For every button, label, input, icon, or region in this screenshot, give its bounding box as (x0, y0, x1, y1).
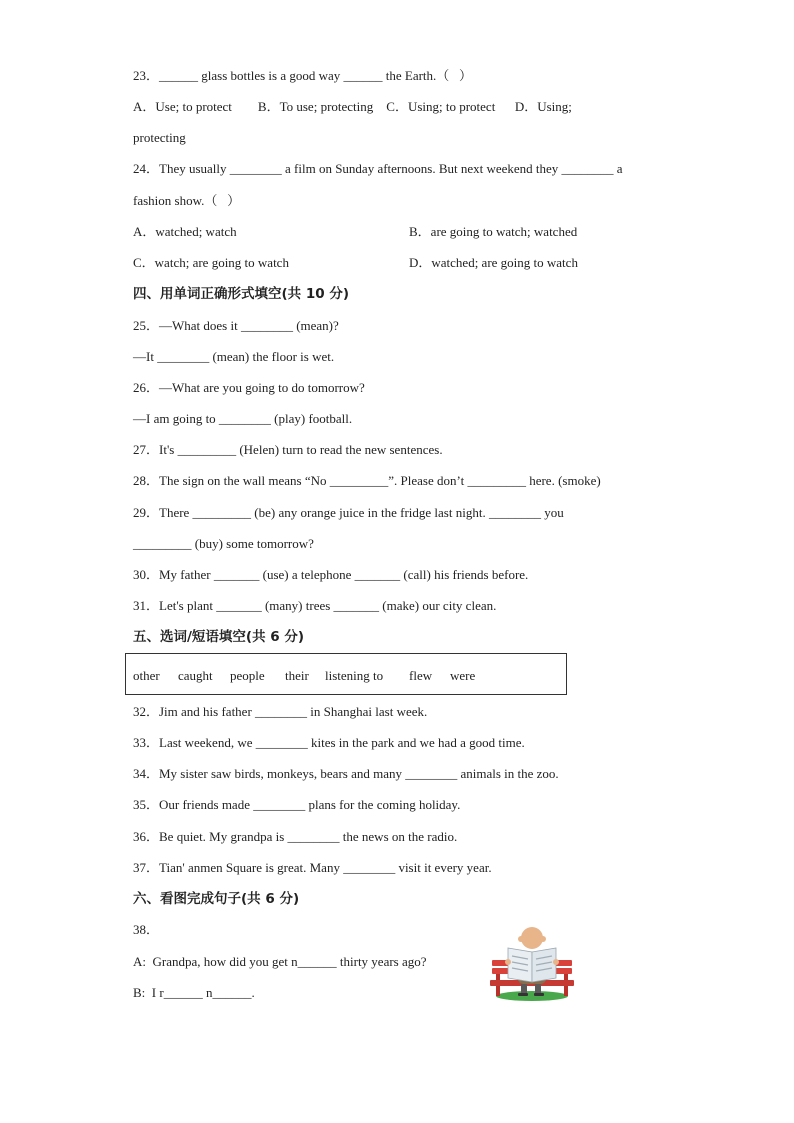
newspaper-left-page (508, 948, 532, 982)
grandpa-ear (540, 936, 546, 942)
grass-patch (496, 991, 568, 1001)
q24-option-d: D．watched; are going to watch (409, 255, 578, 270)
q38-line-b: B: I r______ n______. (133, 985, 255, 1000)
q29-line: 29．There _________ (be) any orange juice in the fridge last night. ________ you (133, 505, 564, 520)
q23-options-cont: protecting (133, 130, 186, 145)
q28-line: 28．The sign on the wall means “No _________”. Please don’t _________ here. (smoke) (133, 473, 601, 488)
q34-line: 34．My sister saw birds, monkeys, bears and many ________ animals in the zoo. (133, 766, 559, 781)
grandpa-hand (553, 959, 559, 965)
grandpa-shoe (534, 993, 544, 996)
grandpa-hand (505, 959, 511, 965)
q24-option-b: B．are going to watch; watched (409, 224, 578, 239)
q25-answer-line: —It ________ (mean) the floor is wet. (133, 349, 335, 364)
q24-stem: 24．They usually ________ a film on Sunday afternoons. But next weekend they ________ a (133, 161, 623, 176)
q25-line: 25．—What does it ________ (mean)? (133, 318, 339, 333)
q33-line: 33．Last weekend, we ________ kites in the park and we had a good time. (133, 735, 525, 750)
newspaper-right-page (532, 948, 556, 982)
grandpa-shoe (518, 993, 528, 996)
word-bank-item: other (133, 668, 160, 683)
q26-answer-line: —I am going to ________ (play) football. (133, 411, 353, 426)
word-bank-item: listening to (325, 668, 384, 683)
q37-line: 37．Tian' anmen Square is great. Many ________ visit it every year. (133, 860, 492, 875)
grandpa-head (521, 927, 543, 949)
section4-heading: 四、用单词正确形式填空(共 10 分) (133, 286, 350, 302)
q38-number: 38． (133, 922, 160, 937)
q24-option-a: A．watched; watch (133, 224, 237, 239)
q24-stem-cont: fashion show.（ ） (133, 193, 241, 208)
q26-line: 26．—What are you going to do tomorrow? (133, 380, 365, 395)
q23-options: A．Use; to protect B．To use; protecting C．Using; to protect D．Using; (133, 99, 572, 114)
word-bank-item: caught (178, 668, 213, 683)
q24-option-c: C．watch; are going to watch (133, 255, 289, 270)
q32-line: 32．Jim and his father ________ in Shanghai last week. (133, 704, 428, 719)
q31-line: 31．Let's plant _______ (many) trees _______ (make) our city clean. (133, 598, 497, 613)
q38-line-a: A: Grandpa, how did you get n______ thirty years ago? (133, 954, 427, 969)
word-bank-item: their (285, 668, 309, 683)
q23-stem: 23．______ glass bottles is a good way ______ the Earth.（ ） (133, 68, 473, 83)
word-bank-item: people (230, 668, 265, 683)
q36-line: 36．Be quiet. My grandpa is ________ the news on the radio. (133, 829, 458, 844)
q27-line: 27．It's _________ (Helen) turn to read the new sentences. (133, 442, 443, 457)
word-bank-box (125, 653, 567, 695)
word-bank-item: were (450, 668, 476, 683)
q35-line: 35．Our friends made ________ plans for the coming holiday. (133, 797, 461, 812)
q29-line-cont: _________ (buy) some tomorrow? (133, 536, 314, 551)
section6-heading: 六、看图完成句子(共 6 分) (133, 891, 300, 907)
q30-line: 30．My father _______ (use) a telephone _______ (call) his friends before. (133, 567, 529, 582)
grandpa-ear (518, 936, 524, 942)
section5-heading: 五、选词/短语填空(共 6 分) (133, 629, 305, 645)
word-bank-item: flew (409, 668, 433, 683)
grandpa-reading-newspaper-illustration (488, 924, 576, 1004)
